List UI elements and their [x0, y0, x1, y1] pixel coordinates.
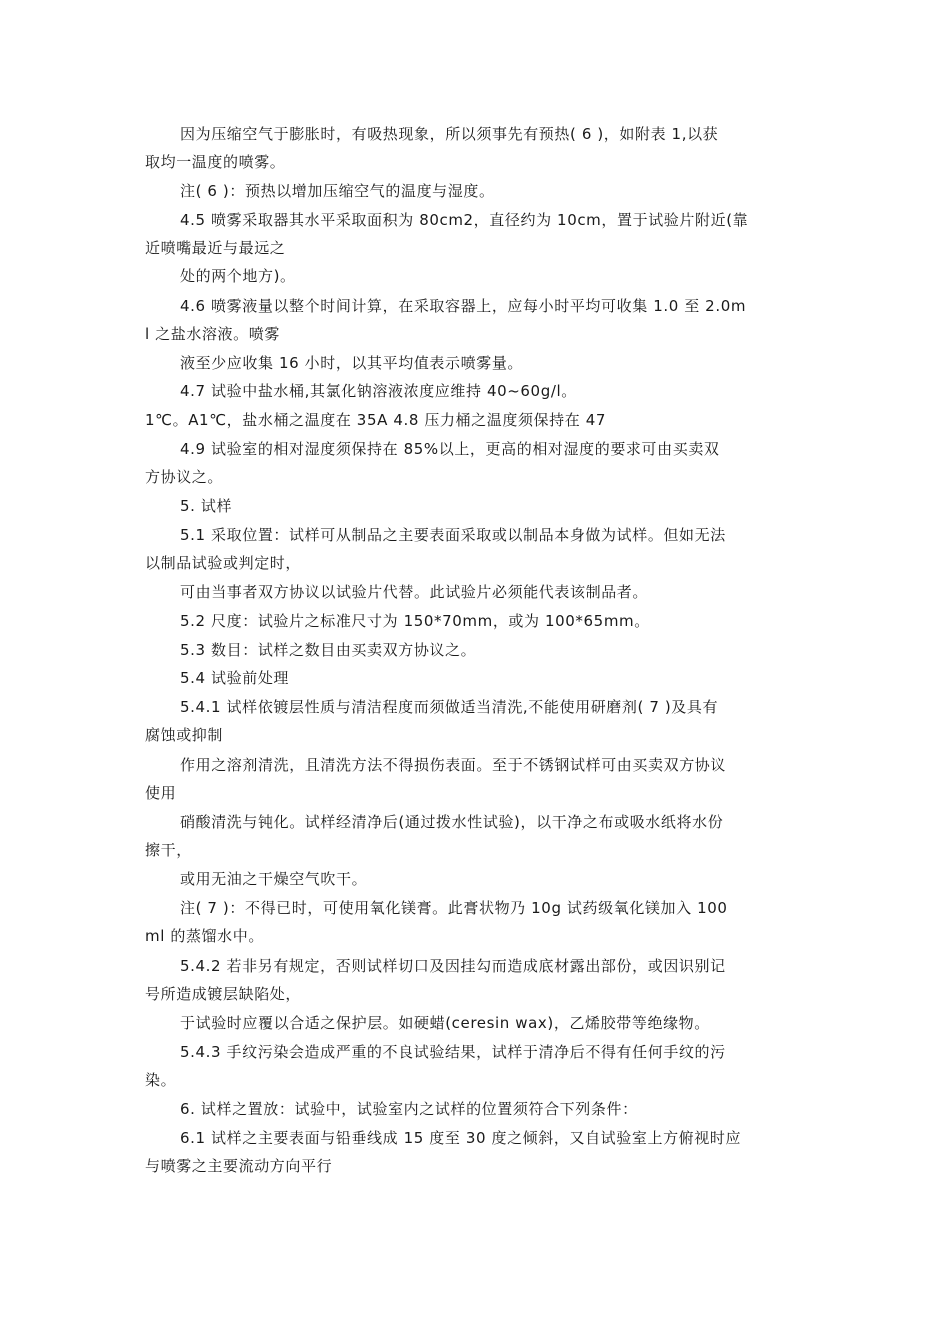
text-line: 注( 7 )：不得已时，可使用氧化镁膏。此膏状物乃 10g 试药级氧化镁加入 100 — [180, 899, 728, 917]
text-line: 5. 试样 — [180, 497, 233, 515]
text-line: 号所造成镀层缺陷处， — [145, 985, 302, 1003]
text-line: 硝酸清洗与钝化。试样经清净后(通过拨水性试验)，以干净之布或吸水纸将水份 — [180, 813, 724, 831]
text-line: 使用 — [145, 784, 177, 802]
text-line: 4.7 试验中盐水桶,其氯化钠溶液浓度应维持 40~60g/l。 — [180, 382, 577, 400]
text-line: 5.1 采取位置：试样可从制品之主要表面采取或以制品本身做为试样。但如无法 — [180, 526, 726, 544]
text-line: 或用无油之干燥空气吹干。 — [180, 870, 368, 888]
text-line: 取均一温度的喷雾。 — [145, 153, 286, 171]
text-line: 于试验时应覆以合适之保护层。如硬蜡(ceresin wax)，乙烯胶带等绝缘物。 — [180, 1014, 710, 1032]
text-line: 染。 — [145, 1071, 177, 1089]
text-line: 处的两个地方)。 — [180, 267, 296, 285]
text-line: 作用之溶剂清洗，且清洗方法不得损伤表面。至于不锈钢试样可由买卖双方协议 — [180, 756, 727, 774]
text-line: 5.4.1 试样依镀层性质与清洁程度而须做适当清洗,不能使用研磨剂( 7 )及具有 — [180, 698, 719, 716]
text-line: 1℃。A1℃，盐水桶之温度在 35A 4.8 压力桶之温度须保持在 47 — [145, 411, 607, 429]
text-line: ml 的蒸馏水中。 — [145, 927, 264, 945]
text-line: 5.4.3 手纹污染会造成严重的不良试验结果，试样于清净后不得有任何手纹的污 — [180, 1043, 726, 1061]
text-line: 4.6 喷雾液量以整个时间计算，在采取容器上，应每小时平均可收集 1.0 至 2.0m — [180, 297, 747, 315]
text-line: 方协议之。 — [145, 468, 224, 486]
text-line: 可由当事者双方协议以试验片代替。此试验片必须能代表该制品者。 — [180, 583, 649, 601]
text-line: 液至少应收集 16 小时，以其平均值表示喷雾量。 — [180, 354, 524, 372]
text-line: 擦干， — [145, 841, 192, 859]
text-line: 6.1 试样之主要表面与铅垂线成 15 度至 30 度之倾斜，又自试验室上方俯视时应 — [180, 1129, 742, 1147]
text-line: 近喷嘴最近与最远之 — [145, 239, 286, 257]
text-line: 5.3 数目：试样之数目由买卖双方协议之。 — [180, 641, 477, 659]
text-line: 5.4.2 若非另有规定，否则试样切口及因挂勾而造成底材露出部份，或因识别记 — [180, 957, 726, 975]
text-line: 以制品试验或判定时， — [145, 554, 302, 572]
text-line: 腐蚀或抑制 — [145, 726, 224, 744]
text-line: 6. 试样之置放：试验中，试验室内之试样的位置须符合下列条件： — [180, 1100, 638, 1118]
text-line: 5.2 尺度：试验片之标准尺寸为 150*70mm，或为 100*65mm。 — [180, 612, 650, 630]
text-line: 因为压缩空气于膨胀时，有吸热现象，所以须事先有预热( 6 )，如附表 1,以获 — [180, 125, 719, 143]
text-line: 4.5 喷雾采取器其水平采取面积为 80cm2，直径约为 10cm，置于试验片附近(靠 — [180, 211, 749, 229]
text-line: 5.4 试验前处理 — [180, 669, 290, 687]
text-line: 与喷雾之主要流动方向平行 — [145, 1157, 333, 1175]
text-line: l 之盐水溶液。喷雾 — [145, 325, 280, 343]
text-line: 4.9 试验室的相对湿度须保持在 85%以上，更高的相对湿度的要求可由买卖双 — [180, 440, 720, 458]
text-line: 注( 6 )：预热以增加压缩空气的温度与湿度。 — [180, 182, 495, 200]
